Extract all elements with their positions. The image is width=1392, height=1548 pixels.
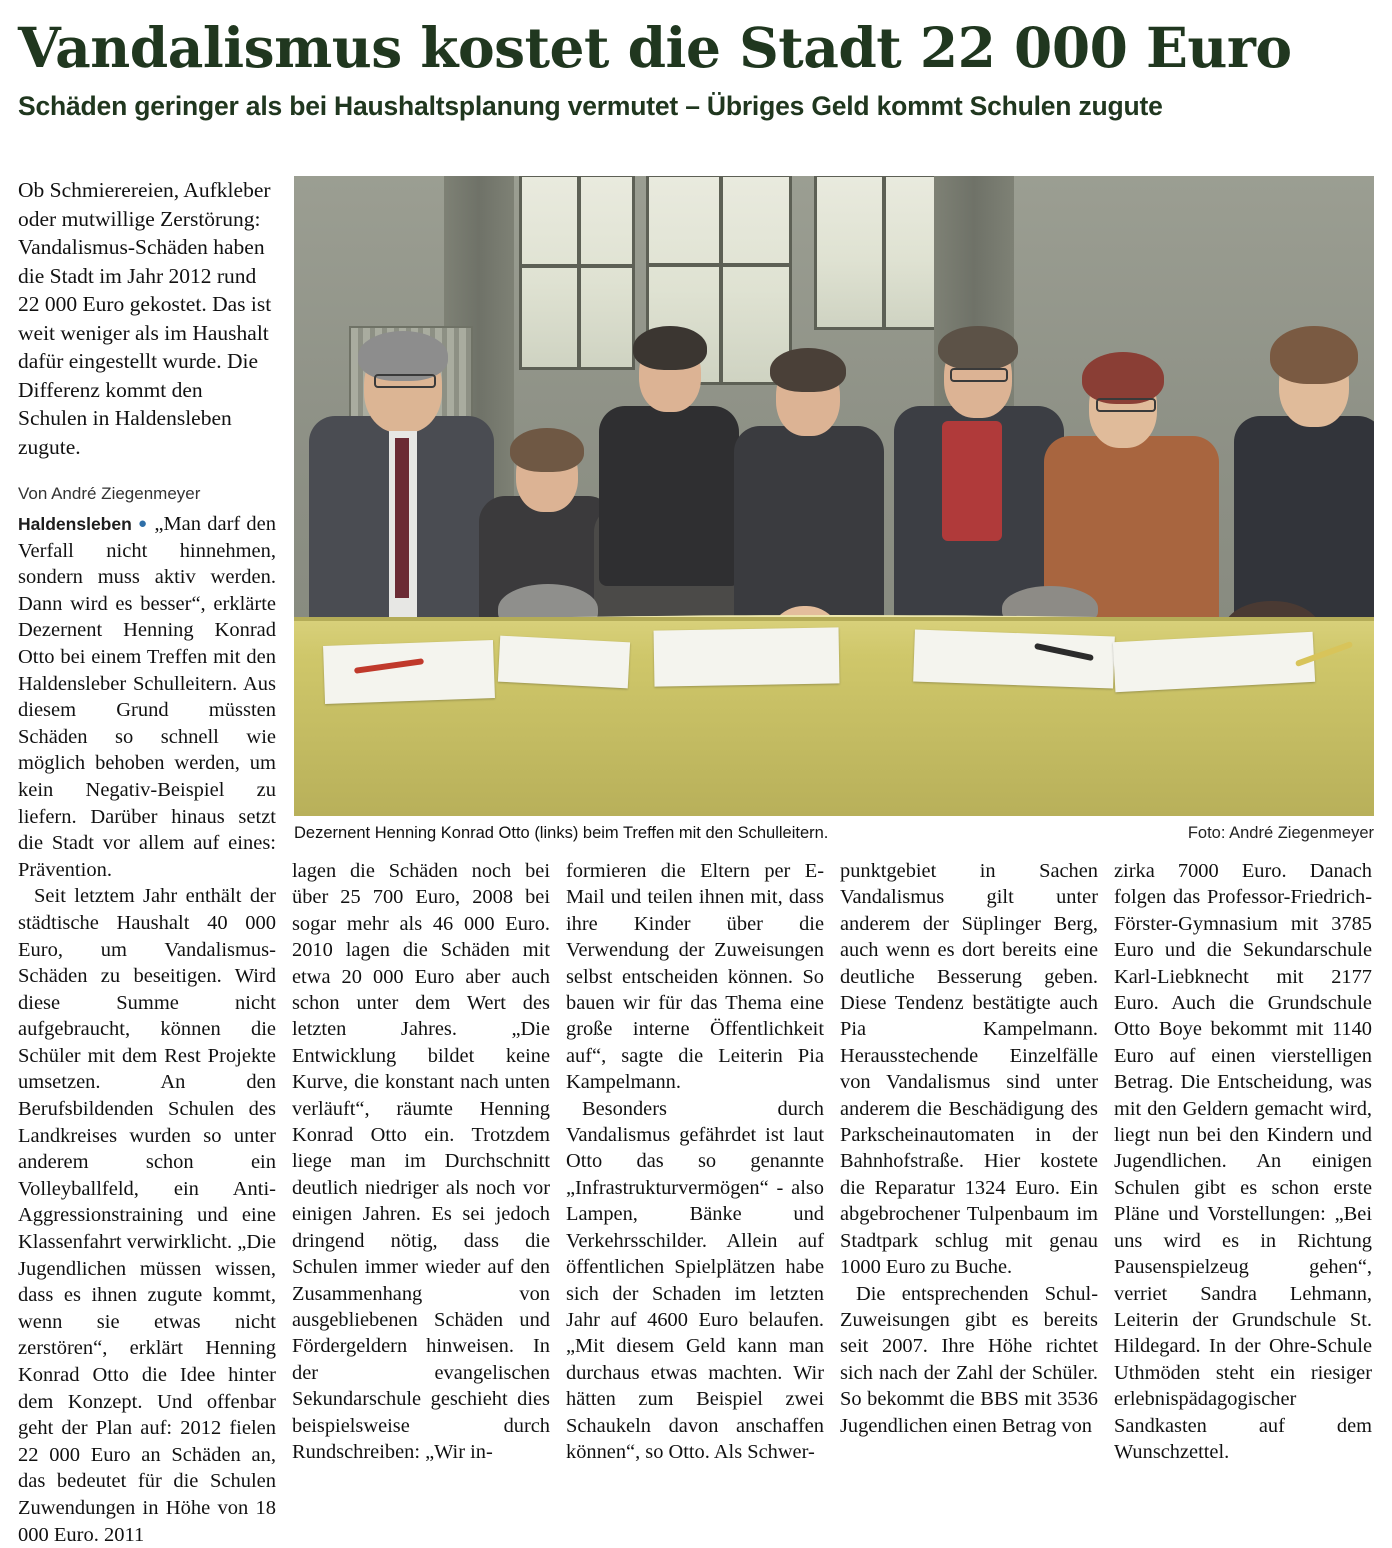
column-1-paragraph-1: „Man darf den Verfall nicht hinnehmen, sondern muss aktiv werden. Dann wird es besser“, erklärte Dezernent Henning Konrad Otto bei einem Treffen mit den Haldensleber Schulleitern. Aus diesem Grund müssten Schäden so schnell wie möglich behoben werden, um kein Negativ-Beispiel zu liefern. Darüber hinaus setzt die Stadt vor allem auf eines: Prävention. <box>18 513 277 881</box>
text-column-2 <box>292 858 550 1463</box>
text-column-3 <box>566 858 824 1463</box>
text-column-4 <box>840 858 1098 1437</box>
paper-sheet <box>323 640 495 704</box>
paragraph: lagen die Schäden noch bei über 25 700 Euro, 2008 bei sogar mehr als 46 000 Euro. 2010 lagen die Schäden mit etwa 20 000 Euro aber auch schon unter dem Wert des letzten Jahres. „Die Entwicklung bildet keine Kurve, die konstant nach unten verläuft“, räumte Henning Konrad Otto ein. Trotzdem liege man im Durchschnitt deutlich niedriger als noch vor einigen Jahren. Es sei jedoch dringend nötig, dass die Schulen immer wieder auf den Zusammenhang von ausgebliebenen Schäden und Fördergeldern hinweisen. In der evangelischen Sekundarschule geschieht dies beispielsweise durch Rundschreiben: „Wir in- <box>292 860 550 1463</box>
dateline-separator: ● <box>138 516 149 532</box>
column-1-paragraph-2: Seit letztem Jahr enthält der städtische Haushalt 40 000 Euro, um Vandalismus-Schäden zu beseitigen. Wird diese Summe nicht aufgebraucht, können die Schüler mit dem Rest Projekte umsetzen. An den Berufsbildenden Schulen des Landkreises wurden so unter anderem schon ein Volleyballfeld, ein Anti-Aggressionstraining und eine Klassenfahrt verwirklicht. „Die Jugendlichen müssen wissen, dass es ihnen zugute kommt, wenn sie etwas nicht zerstören“, erklärt Henning Konrad Otto die Idee hinter dem Konzept. Und offenbar geht der Plan auf: 2012 fielen 22 000 Euro an Schäden an, das bedeutet für die Schulen Zuwendungen in Höhe von 18 000 Euro. 2011 <box>18 885 276 1546</box>
photo-credit: Foto: André Ziegenmeyer <box>1187 824 1374 842</box>
paragraph: formieren die Eltern per E-Mail und teilen ihnen mit, dass ihre Kinder über die Verwendung der Zuweisungen selbst entscheiden können. So bauen wir für das Thema eine große interne Öffentlichkeit auf“, sagte die Leiterin Pia Kampelmann. <box>566 860 824 1094</box>
paragraph: Die entsprechenden Schul-Zuweisungen gibt es bereits seit 2007. Ihre Höhe richtet sich nach der Zahl der Schüler. So bekommt die BBS mit 3536 Jugendlichen einen Betrag von <box>840 1282 1098 1437</box>
page-subtitle: Schäden geringer als bei Haushaltsplanung vermutet – Übriges Geld kommt Schulen zugute <box>18 91 1163 121</box>
lead-column-text <box>18 511 276 883</box>
lead-paragraph: Ob Schmierereien, Aufkleber oder mutwillige Zerstörung: Vandalismus-Schäden haben die Stadt im Jahr 2012 rund 22 000 Euro gekostet. Das ist weit weniger als im Haushalt dafür eingestellt wurde. Die Differenz kommt den Schulen in Haldensleben zugute. <box>18 178 272 459</box>
photo-block <box>294 176 1374 843</box>
paragraph: zirka 7000 Euro. Danach folgen das Professor-Friedrich-Förster-Gymnasium mit 3785 Euro und die Sekundarschule Karl-Liebknecht mit 2177 Euro. Auch die Grundschule Otto Boye bekommt mit 1140 Euro auf einen vierstelligen Betrag. Die Entscheidung, was mit den Geldern gemacht wird, liegt nun bei den Kindern und Jugendlichen. An einigen Schulen gibt es schon erste Pläne und Vorstellungen: „Bei uns wird es in Richtung Pausenspielzeug gehen“, verriet Sandra Lehmann, Leiterin der Grundschule St. Hildegard. In der Ohre-Schule Uthmöden steht ein riesiger erlebnispädagogischer Sandkasten auf dem Wunschzettel. <box>1114 860 1372 1463</box>
text-column-5 <box>1114 858 1372 1463</box>
newspaper-page <box>0 15 1392 1546</box>
article-body <box>18 176 1374 1546</box>
article-columns <box>18 858 1374 1463</box>
paragraph: Besonders durch Vandalismus gefährdet ist laut Otto das so genannte „Infrastrukturvermögen“ - also Lampen, Bänke und Verkehrsschilder. Allein auf öffentlichen Spielplätzen habe sich der Schaden im letzten Jahr auf 4600 Euro belaufen. „Mit diesem Geld kann man durchaus etwas machten. Wir hätten zum Beispiel zwei Schaukeln davon anschaffen können“, so Otto. Als Schwer- <box>566 1097 824 1463</box>
window-icon <box>814 176 950 330</box>
paper-sheet <box>654 627 840 686</box>
paper-sheet <box>1113 632 1315 692</box>
paper-sheet <box>498 636 630 689</box>
page-title: Vandalismus kostet die Stadt 22 000 Euro <box>18 15 1292 80</box>
byline: Von André Ziegenmeyer <box>18 484 201 503</box>
dateline: Haldensleben <box>18 514 132 534</box>
article-photo <box>294 176 1374 816</box>
paragraph: punktgebiet in Sachen Vandalismus gilt unter anderem der Süplinger Berg, auch wenn es dort bereits eine deutliche Besserung geben. Diese Tendenz bestätigte auch Pia Kampelmann. Herausstechende Einzelfälle von Vandalismus sind unter anderem die Beschädigung des Parkscheinautomaten in der Bahnhofstraße. Hier kostete die Reparatur 1324 Euro. Ein abgebrochener Tulpenbaum im Stadtpark schlug mit genau 1000 Euro zu Buche. <box>840 860 1098 1279</box>
photo-caption: Dezernent Henning Konrad Otto (links) beim Treffen mit den Schulleitern. <box>294 824 829 842</box>
window-icon <box>519 176 635 370</box>
conference-table <box>294 617 1374 816</box>
photo-caption-row <box>294 824 1374 843</box>
